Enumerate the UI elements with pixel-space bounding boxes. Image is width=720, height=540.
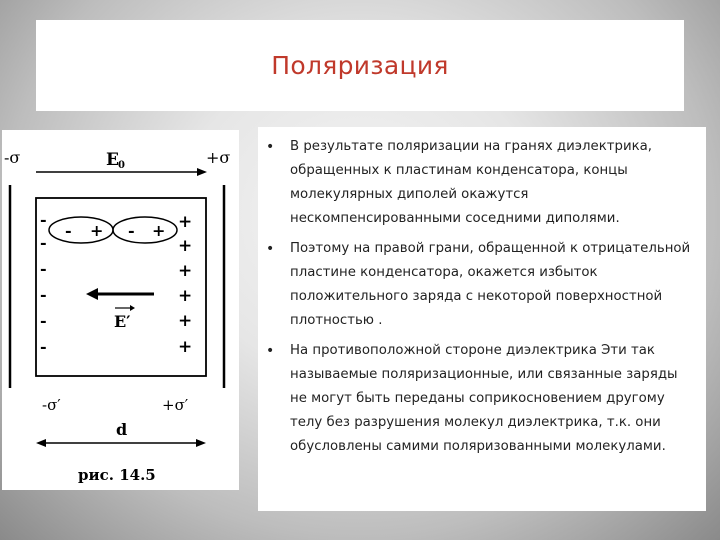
figure-caption: рис. 14.5 — [78, 466, 156, 484]
left-bound-charges — [40, 210, 47, 356]
bullet-item: • На противоположной стороне диэлектрика Эти так называемые поляризационные, или связанные заряды не могут быть переданы соприкосновением другому телу без разрушения молекул диэлектрика, т.к. они обусловлены самими поляризованными молекулами. — [266, 339, 698, 459]
polarization-diagram — [2, 130, 239, 490]
dipole-2-outline — [113, 217, 177, 243]
dipole-2 — [113, 217, 177, 243]
field-label: E — [106, 150, 119, 170]
field-subscript: 0 — [118, 160, 125, 171]
minus-sign: - — [40, 285, 47, 304]
inner-field-arrow-head — [86, 288, 98, 300]
distance-arrow-left-head — [36, 439, 46, 447]
plus-sign: + — [178, 236, 193, 256]
dipole-1 — [49, 217, 113, 243]
title-box — [36, 20, 684, 111]
inner-field-label: E′ — [114, 312, 131, 331]
left-charge-label: -σ — [4, 148, 21, 167]
plus-sign: + — [178, 286, 193, 306]
dipole-2-plus: + — [152, 221, 166, 240]
dipole-2-minus: - — [128, 221, 135, 240]
bottom-left-charge-label: -σ′ — [42, 396, 61, 414]
distance-label: d — [116, 420, 128, 439]
plus-sign: + — [178, 212, 193, 232]
slide-title: Поляризация — [271, 51, 449, 80]
vector-arrow-head — [130, 305, 135, 311]
bullet-list — [266, 135, 698, 459]
bullet-item: • В результате поляризации на гранях диэлектрика, обращенных к пластинам конденсатора, концы молекулярных диполей окажутся нескомпенсированными соседними диполями. — [266, 135, 698, 231]
minus-sign: - — [40, 210, 47, 229]
bullet-item: • Поэтому на правой грани, обращенной к отрицательной пластине конденсатора, окажется избыток положительного заряда с некоторой поверхностной плотностью . — [266, 237, 698, 333]
right-charge-label: +σ — [206, 148, 231, 167]
dipole-1-plus: + — [90, 221, 104, 240]
figure-panel — [2, 130, 239, 490]
distance-arrow-right-head — [196, 439, 206, 447]
minus-sign: - — [40, 259, 47, 278]
text-panel — [258, 127, 706, 511]
minus-sign: - — [40, 311, 47, 330]
dipole-1-minus: - — [65, 221, 72, 240]
plus-sign: + — [178, 261, 193, 281]
field-arrow-head — [197, 168, 207, 176]
minus-sign: - — [40, 233, 47, 252]
right-bound-charges — [178, 212, 192, 357]
minus-sign: - — [40, 337, 47, 356]
bottom-right-charge-label: +σ′ — [162, 396, 189, 414]
plus-sign: + — [178, 337, 193, 357]
plus-sign: + — [178, 311, 193, 331]
